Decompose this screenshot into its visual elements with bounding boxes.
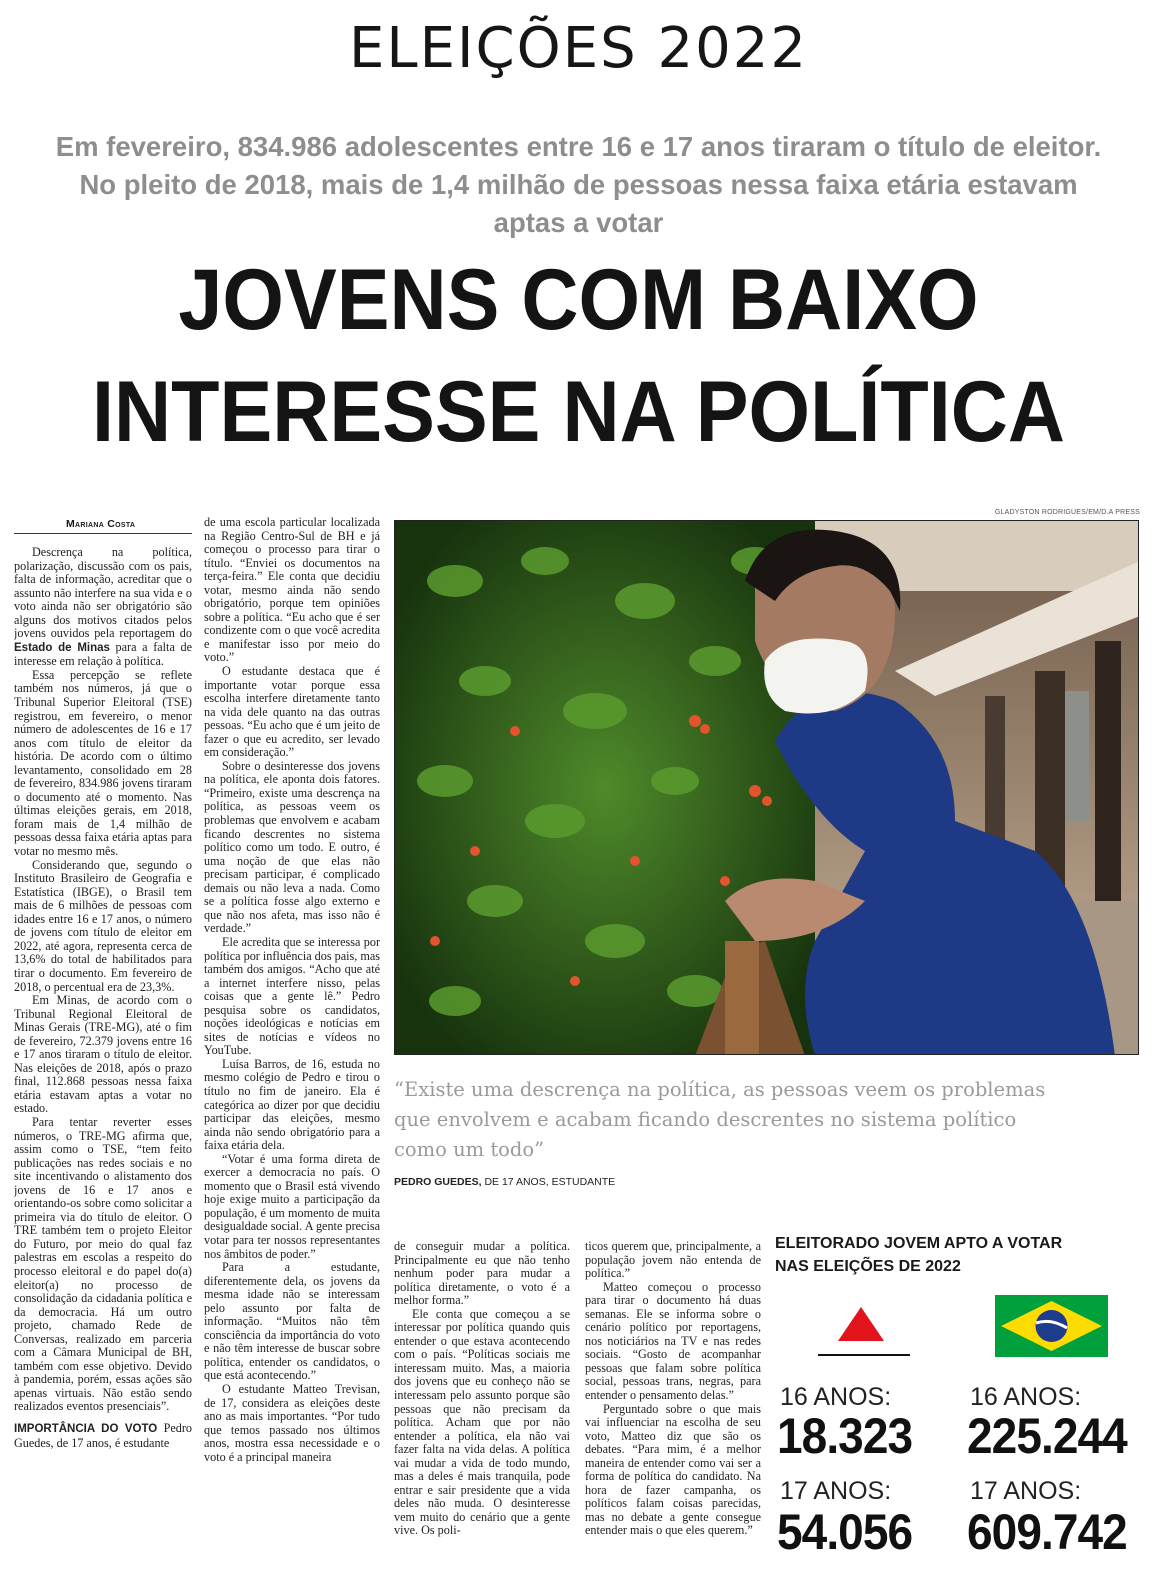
photo-credit: GLADYSTON RODRIGUES/EM/D.A PRESS (994, 509, 1140, 516)
article-photo (394, 520, 1139, 1055)
section-subhead: IMPORTÂNCIA DO VOTO (14, 1423, 158, 1435)
paragraph: O estudante destaca que é importante votar porque essa escolha interfere diretamente tanto na vida dele quanto na das outras pessoas. “Eu acho que é um jeito de fazer o que eu acredito, ser levado em consideração.” (204, 664, 380, 760)
headline (65, 244, 1093, 468)
infobox-title: ELEITORADO JOVEM APTO A VOTAR NAS ELEIÇÕES DE 2022 (775, 1235, 1063, 1275)
paragraph: O estudante Matteo Trevisan, de 17, considera as eleições deste ano as mais importantes. “Por tudo que temos passado nos últimos anos, mostra essa necessidade e o voto é a principal maneira (204, 1382, 380, 1464)
br-17-label: 17 ANOS: (970, 1477, 1082, 1505)
paragraph: “Votar é uma forma direta de exercer a democracia no país. O momento que o Brasil está vivendo hoje exige muito a participação da população, é um momento de muita desigualdade social. A gente precisa votar para ter nossos representantes nos âmbitos de poder.” (204, 1151, 380, 1261)
paragraph: Para tentar reverter esses números, o TRE-MG afirma que, assim como o TSE, “tem feito publicações nas redes sociais e no site incentivando o alistamento dos jovens de 16 e 17 anos e orientando-os sobre como solicitar a primeira via do título de eleitor. O TRE também tem o projeto Eleitor do Futuro, por meio do qual faz palestras em escolas a respeito do processo eleitoral e do papel do(a) eleitor(a) no processo de consolidação da cidadania política e da democracia. Há um outro projeto, chamado Rede de Conversas, realizado em parceria com a Câmara Municipal de BH, também com esse objetivo. Devido à pandemia, porém, essas ações são apenas virtuais. Não estão sendo realizados eventos presenciais”. (14, 1114, 192, 1414)
paragraph: Sobre o desinteresse dos jovens na política, ele aponta dois fatores. “Primeiro, existe uma descrença na política, as pessoas veem os problemas que envolvem e acabam ficando descrentes no sistema político como um todo. E outro, é uma noção de que elas não precisam participar, é complicado demais ou não leva a nada. Como se a política fosse algo externo e que não nos afeta, mas isso não é verdade.” (204, 758, 380, 936)
paragraph: Ele acredita que se interessa por política por influência dos pais, mas também dos amigos. “Acho que até a internet interfere nisso, pelas coisas que a gente lê.” Pedro pesquisa sobre os candidatos, noções ideológicas e notícias em sites de notícias e vídeos no YouTube. (204, 934, 380, 1058)
section-title: ELEIÇÕES 2022 (349, 16, 808, 81)
paragraph: Essa percepção se reflete também nos números, já que o Tribunal Superior Eleitoral (TSE) registrou, em fevereiro, o menor número de adolescentes de 16 e 17 anos com título de eleitor da história. De acordo com o último levantamento, consolidado em 28 de fevereiro, 834.986 jovens tiraram o documento até o momento. Nas últimas eleições gerais, em 2018, foram mais de 1,4 milhão de pessoas dessa faixa etária aptas para votar no mesmo mês. (14, 667, 192, 859)
paragraph: ticos querem que, principalmente, a população jovem não entenda de política.” (585, 1240, 761, 1281)
paragraph: Perguntado sobre o que mais vai influenciar na escolha de seu voto, Matteo diz que são os debates. “Para mim, é a melhor maneira de entender como vai ser a forma de política do candidato. Na hora de fazer campanha, os políticos falam coisas parecidas, mas no debate a gente consegue entender mais o que eles querem.” (585, 1401, 761, 1538)
br-17-value: 609.742 (967, 1504, 1127, 1560)
minas-gerais-triangle-icon (838, 1307, 884, 1341)
paragraph: IMPORTÂNCIA DO VOTO Pedro Guedes, de 17 anos, é estudante (14, 1421, 192, 1450)
article-column-3 (394, 1240, 570, 1570)
paragraph: Descrença na política, polarização, discussão com os pais, falta de informação, acreditar que o assunto não interfere na sua vida e o voto ainda não ser obrigatório são alguns dos motivos citados pelos jovens ouvidos pela reportagem do Estado de Minas para a falta de interesse em relação à política. (14, 546, 192, 669)
br-16-value: 225.244 (967, 1408, 1127, 1464)
br-16-label: 16 ANOS: (970, 1383, 1082, 1411)
paragraph: Para a estudante, diferentemente dela, os jovens da mesma idade não se interessam pelo assunto por falta de informação. “Muitos não têm consciência da importância do voto e não têm interesse de buscar sobre política, entender os candidatos, o que está acontecendo.” (204, 1260, 380, 1383)
byline-rule (14, 533, 192, 534)
paragraph: Ele conta que começou a se interessar por política quando quis entender o que estava acontecendo com o país. “Políticas sociais me interessam muito. Mas, a maioria dos jovens que eu conheço não se interessam pelo assunto porque são pessoas que não precisam da política. Acham que por não entender a política, ela não vai fazer falta na vida delas. A política vai mudar a vida de todo mundo, mas a deles é mais tranquila, pode entrar e sair presidente que a vida deles não muda. O desinteresse vem muito do cenário que a gente vive. Os poli- (394, 1306, 570, 1538)
byline: Mariana Costa (66, 518, 136, 530)
headline-line-2: INTERESSE NA POLÍTICA (92, 364, 1065, 460)
mg-17-value: 54.056 (777, 1504, 913, 1560)
paragraph: Luísa Barros, de 16, estuda no mesmo colégio de Pedro e tirou o título no fim de janeiro. Ela é categórica ao dizer por que decidiu participar das eleições, mesmo ainda não sendo obrigatório para a faixa etária dela. (204, 1056, 380, 1153)
minas-gerais-rule (818, 1354, 910, 1356)
subheadline: Em fevereiro, 834.986 adolescentes entre 16 e 17 anos tiraram o título de eleitor. No pleito de 2018, mais de 1,4 milhão de pessoas nessa faixa etária estavam aptas a votar (55, 131, 1102, 238)
mg-17-label: 17 ANOS: (780, 1477, 892, 1505)
paragraph: Em Minas, de acordo com o Tribunal Regional Eleitoral de Minas Gerais (TRE-MG), até o fim de fevereiro, 72.379 jovens entre 16 e 17 anos tiraram o título de eleitor. Nas eleições de 2018, após o prazo final, 112.868 pessoas nessa faixa etária estavam aptas a votar no estado. (14, 993, 192, 1116)
paragraph: Considerando que, segundo o Instituto Brasileiro de Geografia e Estatística (IBGE), o Brasil tem mais de 6 milhões de pessoas com idades entre 16 e 17 anos, o número de jovens com título de eleitor em 2022, até agora, representa cerca de 13,6% do total de habilitados para tirar o documento. Em fevereiro de 2018, o percentual era de 23,3%. (14, 857, 192, 994)
mg-16-value: 18.323 (777, 1408, 913, 1464)
article-column-1 (14, 546, 192, 1566)
brazil-flag-icon (995, 1295, 1108, 1357)
pull-quote: “Existe uma descrença na política, as pessoas veem os problemas que envolvem e acabam ficando descrentes no sistema político como um todo” (394, 1078, 1046, 1161)
article-column-4 (585, 1240, 761, 1570)
paragraph: de conseguir mudar a política. Principalmente eu que não tenho nenhum poder para mudar a política diretamente, o voto é a melhor forma.” (394, 1240, 570, 1308)
headline-line-1: JOVENS COM BAIXO (178, 252, 979, 348)
article-column-2 (204, 516, 380, 1570)
paragraph: Matteo começou o processo para tirar o documento há duas semanas. Ele se informa sobre o cenário político por reportagens, nos noticiários na TV e nas redes sociais. “Gosto de acompanhar pessoas que falam sobre política social, pessoas trans, negras, para entender o pensamento delas.” (585, 1279, 761, 1403)
paragraph: de uma escola particular localizada na Região Centro-Sul de BH e já começou o processo para tirar o título. “Enviei os documentos na terça-feira.” Ele conta que decidiu votar, mesmo ainda não sendo obrigatório, porque tem opiniões sobre a política. “Eu acho que é ser condizente com o que você acredita e manifestar isso por meio do voto.” (204, 516, 380, 665)
mg-16-label: 16 ANOS: (780, 1383, 892, 1411)
pull-quote-attribution: PEDRO GUEDES, DE 17 ANOS, ESTUDANTE (394, 1176, 616, 1188)
